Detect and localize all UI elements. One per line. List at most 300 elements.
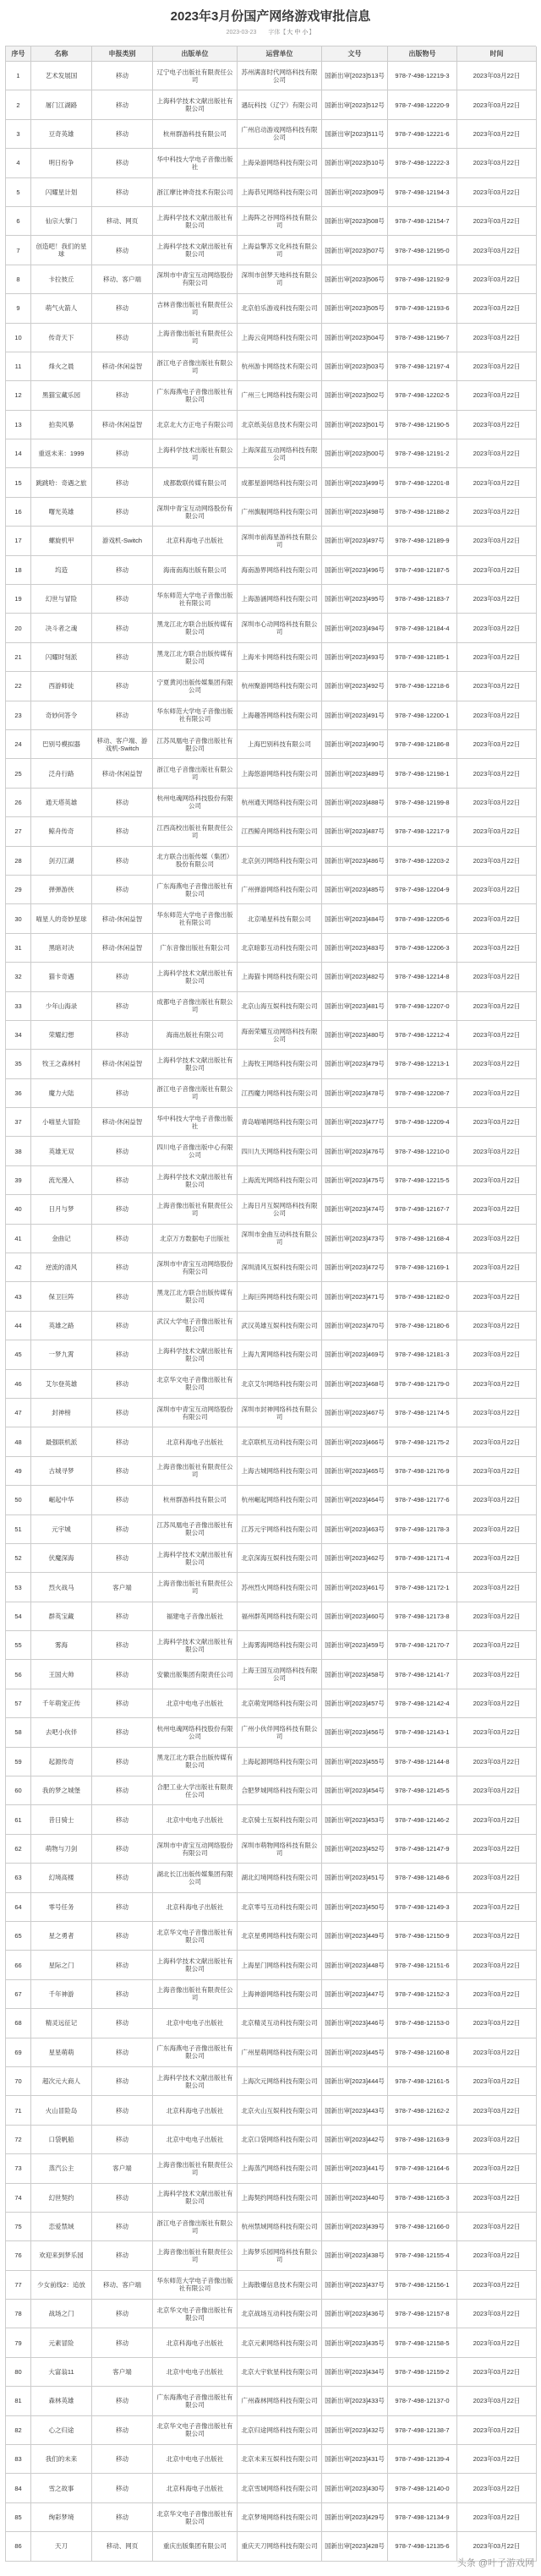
cell-approval-number: 国新出审[2023]431号 xyxy=(322,2445,388,2474)
cell-approval-number: 国新出审[2023]506号 xyxy=(322,265,388,294)
cell-operator: 广州弹游网络科技有限公司 xyxy=(238,876,322,904)
cell-game-name: 闪耀时刻派 xyxy=(31,643,92,672)
cell-index: 53 xyxy=(6,1573,31,1602)
cell-publisher: 黑龙江北方联合出版传媒有限公司 xyxy=(153,643,238,672)
cell-isbn: 978-7-498-12180-6 xyxy=(388,1312,457,1340)
cell-operator: 上海恭兄网络科技有限公司 xyxy=(238,178,322,207)
cell-operator: 广州森林网络科技有限公司 xyxy=(238,2387,322,2415)
cell-approval-number: 国新出审[2023]452号 xyxy=(322,1835,388,1864)
cell-operator: 北京元素网络科技有限公司 xyxy=(238,2328,322,2357)
cell-approval-number: 国新出审[2023]467号 xyxy=(322,1399,388,1427)
cell-category: 移动 xyxy=(92,2445,153,2474)
cell-index: 37 xyxy=(6,1108,31,1137)
cell-category: 移动-休闲益智 xyxy=(92,904,153,933)
header-game-name: 名称 xyxy=(31,46,92,62)
cell-date: 2023年03月22日 xyxy=(457,1864,537,1892)
cell-index: 16 xyxy=(6,498,31,527)
cell-operator: 海南游界网络科技有限公司 xyxy=(238,556,322,585)
cell-operator: 杭州崛起网络科技有限公司 xyxy=(238,1486,322,1514)
cell-operator: 广州小伙伴网络科技有限公司 xyxy=(238,1718,322,1747)
cell-index: 34 xyxy=(6,1021,31,1050)
cell-publisher: 北方联合出版传媒（集团）股份有限公司 xyxy=(153,847,238,876)
cell-operator: 上海巴别科技有限公司 xyxy=(238,730,322,759)
cell-publisher: 广东海燕电子音像出版社有限公司 xyxy=(153,876,238,904)
cell-isbn: 978-7-498-12184-4 xyxy=(388,614,457,642)
cell-game-name: 最强联机派 xyxy=(31,1427,92,1456)
cell-isbn: 978-7-498-12185-1 xyxy=(388,643,457,672)
cell-index: 63 xyxy=(6,1864,31,1892)
cell-index: 55 xyxy=(6,1631,31,1660)
cell-approval-number: 国新出审[2023]436号 xyxy=(322,2300,388,2328)
cell-publisher: 北京科海电子出版社 xyxy=(153,527,238,555)
cell-operator: 上海雾海网络科技有限公司 xyxy=(238,1631,322,1660)
cell-index: 22 xyxy=(6,672,31,701)
cell-game-name: 黑暗对决 xyxy=(31,934,92,963)
cell-approval-number: 国新出审[2023]491号 xyxy=(322,701,388,730)
cell-category: 移动 xyxy=(92,2126,153,2154)
cell-game-name: 千年萌宠正传 xyxy=(31,1689,92,1718)
cell-operator: 重庆天刀网络科技有限公司 xyxy=(238,2532,322,2561)
cell-isbn: 978-7-498-12195-0 xyxy=(388,236,457,265)
table-row xyxy=(6,2184,536,2213)
cell-isbn: 978-7-498-12196-7 xyxy=(388,324,457,352)
cell-operator: 北京未来互娱科技有限公司 xyxy=(238,2445,322,2474)
cell-game-name: 闪耀星计划 xyxy=(31,178,92,207)
cell-approval-number: 国新出审[2023]439号 xyxy=(322,2213,388,2241)
cell-game-name: 我们的未来 xyxy=(31,2445,92,2474)
cell-isbn: 978-7-498-12220-9 xyxy=(388,90,457,119)
cell-approval-number: 国新出审[2023]461号 xyxy=(322,1573,388,1602)
cell-category: 移动、网页 xyxy=(92,2532,153,2561)
cell-isbn: 978-7-498-12177-6 xyxy=(388,1486,457,1514)
cell-operator: 上海九霄网络科技有限公司 xyxy=(238,1340,322,1369)
cell-index: 32 xyxy=(6,963,31,991)
cell-date: 2023年03月22日 xyxy=(457,934,537,963)
cell-date: 2023年03月22日 xyxy=(457,1980,537,2009)
cell-isbn: 978-7-498-12147-9 xyxy=(388,1835,457,1864)
cell-game-name: 烽火之晨 xyxy=(31,352,92,381)
cell-approval-number: 国新出审[2023]451号 xyxy=(322,1864,388,1892)
cell-publisher: 北京科海电子出版社 xyxy=(153,1427,238,1456)
font-size-large-link[interactable]: 大 xyxy=(287,30,293,35)
cell-operator: 上海王国互动网络科技有限公司 xyxy=(238,1660,322,1689)
cell-category: 移动、客户端、游戏机-Switch xyxy=(92,730,153,759)
cell-index: 62 xyxy=(6,1835,31,1864)
table-row xyxy=(6,1486,536,1514)
table-row xyxy=(6,904,536,933)
cell-approval-number: 国新出审[2023]485号 xyxy=(322,876,388,904)
table-row xyxy=(6,1951,536,1979)
cell-game-name: 元宇城 xyxy=(31,1515,92,1544)
table-row xyxy=(6,352,536,381)
cell-game-name: 豆奇英雄 xyxy=(31,120,92,149)
cell-isbn: 978-7-498-12219-3 xyxy=(388,62,457,90)
cell-isbn: 978-7-498-12209-4 xyxy=(388,1108,457,1137)
cell-category: 移动 xyxy=(92,1370,153,1399)
table-row xyxy=(6,2067,536,2096)
cell-approval-number: 国新出审[2023]478号 xyxy=(322,1079,388,1108)
cell-approval-number: 国新出审[2023]483号 xyxy=(322,934,388,963)
cell-publisher: 北京中电电子出版社 xyxy=(153,2358,238,2387)
cell-isbn: 978-7-498-12221-6 xyxy=(388,120,457,149)
cell-approval-number: 国新出审[2023]509号 xyxy=(322,178,388,207)
table-row xyxy=(6,265,536,294)
table-row xyxy=(6,2474,536,2502)
cell-publisher: 杭州电魂网络科技股份有限公司 xyxy=(153,789,238,817)
cell-approval-number: 国新出审[2023]510号 xyxy=(322,149,388,177)
cell-date: 2023年03月22日 xyxy=(457,2184,537,2213)
cell-index: 13 xyxy=(6,411,31,439)
cell-isbn: 978-7-498-12198-1 xyxy=(388,759,457,788)
cell-category: 移动 xyxy=(92,2300,153,2328)
cell-publisher: 上海科学技术文献出版社有限公司 xyxy=(153,1631,238,1660)
cell-category: 移动 xyxy=(92,1166,153,1195)
table-row xyxy=(6,1137,536,1165)
cell-approval-number: 国新出审[2023]450号 xyxy=(322,1893,388,1922)
cell-operator: 北京火山互娱科技有限公司 xyxy=(238,2096,322,2125)
cell-operator: 北京归途网络科技有限公司 xyxy=(238,2416,322,2445)
cell-index: 2 xyxy=(6,90,31,119)
cell-publisher: 深圳市中青宝互动网络股份有限公司 xyxy=(153,265,238,294)
cell-approval-number: 国新出审[2023]502号 xyxy=(322,381,388,410)
article-meta xyxy=(0,29,541,37)
cell-category: 移动 xyxy=(92,381,153,410)
cell-category: 移动 xyxy=(92,1689,153,1718)
cell-publisher: 上海音像出版社有限责任公司 xyxy=(153,1457,238,1486)
cell-isbn: 978-7-498-12189-9 xyxy=(388,527,457,555)
cell-publisher: 上海科学技术文献出版社有限公司 xyxy=(153,1050,238,1078)
cell-category: 游戏机-Switch xyxy=(92,527,153,555)
cell-date: 2023年03月22日 xyxy=(457,585,537,614)
cell-game-name: 星之勇者 xyxy=(31,1922,92,1951)
cell-game-name: 欢迎来到梦乐园 xyxy=(31,2241,92,2270)
cell-publisher: 重庆出版集团有限公司 xyxy=(153,2532,238,2561)
table-row xyxy=(6,527,536,555)
cell-isbn: 978-7-498-12210-0 xyxy=(388,1137,457,1165)
cell-category: 移动 xyxy=(92,1544,153,1573)
cell-publisher: 华中科技大学电子音像出版社 xyxy=(153,1108,238,1137)
cell-approval-number: 国新出审[2023]459号 xyxy=(322,1631,388,1660)
table-row xyxy=(6,963,536,991)
cell-date: 2023年03月22日 xyxy=(457,2328,537,2357)
table-row xyxy=(6,992,536,1021)
cell-game-name: 雪之故事 xyxy=(31,2474,92,2502)
cell-game-name: 流光漫入 xyxy=(31,1166,92,1195)
cell-game-name: 星星萌萌 xyxy=(31,2038,92,2067)
cell-game-name: 通天塔英雄 xyxy=(31,789,92,817)
cell-approval-number: 国新出审[2023]513号 xyxy=(322,62,388,90)
cell-publisher: 广东海燕电子音像出版社有限公司 xyxy=(153,2387,238,2415)
cell-index: 73 xyxy=(6,2154,31,2183)
cell-game-name: 萌物与刀剑 xyxy=(31,1835,92,1864)
cell-date: 2023年03月22日 xyxy=(457,1631,537,1660)
cell-approval-number: 国新出审[2023]512号 xyxy=(322,90,388,119)
cell-date: 2023年03月22日 xyxy=(457,2271,537,2300)
cell-date: 2023年03月22日 xyxy=(457,992,537,1021)
cell-isbn: 978-7-498-12148-6 xyxy=(388,1864,457,1892)
cell-game-name: 烈火战马 xyxy=(31,1573,92,1602)
cell-date: 2023年03月22日 xyxy=(457,2154,537,2183)
cell-isbn: 978-7-498-12168-4 xyxy=(388,1225,457,1253)
cell-publisher: 吉林音像出版社有限责任公司 xyxy=(153,294,238,323)
cell-date: 2023年03月22日 xyxy=(457,2300,537,2328)
cell-operator: 北京零号互动科技有限公司 xyxy=(238,1893,322,1922)
cell-category: 移动 xyxy=(92,1776,153,1805)
cell-category: 移动 xyxy=(92,1225,153,1253)
table-row xyxy=(6,1805,536,1834)
cell-category: 移动 xyxy=(92,2009,153,2038)
table-row xyxy=(6,2154,536,2183)
cell-category: 移动 xyxy=(92,1864,153,1892)
table-row xyxy=(6,2445,536,2474)
cell-index: 69 xyxy=(6,2038,31,2067)
cell-index: 38 xyxy=(6,1137,31,1165)
cell-game-name: 艺术发展国 xyxy=(31,62,92,90)
cell-publisher: 上海音像出版社有限责任公司 xyxy=(153,2154,238,2183)
cell-approval-number: 国新出审[2023]473号 xyxy=(322,1225,388,1253)
table-row xyxy=(6,1864,536,1892)
cell-category: 移动 xyxy=(92,556,153,585)
cell-publisher: 北京华文电子音像出版社有限公司 xyxy=(153,1922,238,1951)
cell-date: 2023年03月22日 xyxy=(457,1399,537,1427)
approval-table xyxy=(5,46,536,2562)
cell-date: 2023年03月22日 xyxy=(457,468,537,497)
cell-operator: 合肥梦城网络科技有限公司 xyxy=(238,1776,322,1805)
cell-isbn: 978-7-498-12212-4 xyxy=(388,1021,457,1050)
cell-category: 移动 xyxy=(92,1602,153,1631)
cell-approval-number: 国新出审[2023]437号 xyxy=(322,2271,388,2300)
cell-game-name: 千年神游 xyxy=(31,1980,92,2009)
cell-date: 2023年03月22日 xyxy=(457,1457,537,1486)
cell-index: 57 xyxy=(6,1689,31,1718)
cell-publisher: 江西高校出版社有限责任公司 xyxy=(153,817,238,846)
table-row xyxy=(6,2038,536,2067)
cell-publisher: 上海科学技术文献出版社有限公司 xyxy=(153,1340,238,1369)
cell-approval-number: 国新出审[2023]453号 xyxy=(322,1805,388,1834)
cell-approval-number: 国新出审[2023]469号 xyxy=(322,1340,388,1369)
cell-date: 2023年03月22日 xyxy=(457,2474,537,2502)
cell-game-name: 古城寻梦 xyxy=(31,1457,92,1486)
table-row xyxy=(6,817,536,846)
cell-operator: 上海日月互娱网络科技有限公司 xyxy=(238,1195,322,1224)
cell-approval-number: 国新出审[2023]477号 xyxy=(322,1108,388,1137)
table-row xyxy=(6,2416,536,2445)
cell-game-name: 黑猫宝藏乐园 xyxy=(31,381,92,410)
cell-index: 12 xyxy=(6,381,31,410)
cell-game-name: 起源传奇 xyxy=(31,1748,92,1776)
cell-operator: 北京山海互娱科技有限公司 xyxy=(238,992,322,1021)
cell-approval-number: 国新出审[2023]440号 xyxy=(322,2184,388,2213)
cell-game-name: 剑刃江湖 xyxy=(31,847,92,876)
cell-category: 移动 xyxy=(92,614,153,642)
cell-operator: 上海牧王网络科技有限公司 xyxy=(238,1050,322,1078)
header-index: 序号 xyxy=(6,46,31,62)
cell-date: 2023年03月22日 xyxy=(457,1166,537,1195)
cell-date: 2023年03月22日 xyxy=(457,1805,537,1834)
cell-operator: 深圳市创梦天地科技有限公司 xyxy=(238,265,322,294)
cell-isbn: 978-7-498-12155-4 xyxy=(388,2241,457,2270)
font-size-medium-link[interactable]: 中 xyxy=(294,30,301,35)
font-size-small-link[interactable]: 小 xyxy=(302,30,309,35)
cell-category: 移动 xyxy=(92,643,153,672)
cell-game-name: 坞造 xyxy=(31,556,92,585)
cell-index: 10 xyxy=(6,324,31,352)
cell-index: 59 xyxy=(6,1748,31,1776)
cell-publisher: 上海科学技术文献出版社有限公司 xyxy=(153,2067,238,2096)
cell-isbn: 978-7-498-12208-7 xyxy=(388,1079,457,1108)
cell-index: 47 xyxy=(6,1399,31,1427)
table-row xyxy=(6,1660,536,1689)
cell-publisher: 安徽出版集团有限责任公司 xyxy=(153,1660,238,1689)
table-row xyxy=(6,672,536,701)
cell-operator: 上海云竞网络科技有限公司 xyxy=(238,324,322,352)
cell-game-name: 牧王之森林村 xyxy=(31,1050,92,1078)
cell-category: 移动、客户端 xyxy=(92,265,153,294)
cell-date: 2023年03月22日 xyxy=(457,1951,537,1979)
cell-operator: 北京精灵互动科技有限公司 xyxy=(238,2009,322,2038)
cell-operator: 遇玩科技（辽宁）有限公司 xyxy=(238,90,322,119)
table-header-row xyxy=(6,46,536,62)
cell-isbn: 978-7-498-12205-6 xyxy=(388,904,457,933)
table-row xyxy=(6,1718,536,1747)
cell-publisher: 上海科学技术出版社有限公司 xyxy=(153,439,238,468)
cell-publisher: 成都电子音像出版社有限公司 xyxy=(153,992,238,1021)
cell-game-name: 天刀 xyxy=(31,2532,92,2561)
cell-publisher: 北京科海电子出版社 xyxy=(153,2096,238,2125)
cell-date: 2023年03月22日 xyxy=(457,2009,537,2038)
cell-isbn: 978-7-498-12164-6 xyxy=(388,2154,457,2183)
cell-date: 2023年03月22日 xyxy=(457,1660,537,1689)
cell-operator: 上海古城网络科技有限公司 xyxy=(238,1457,322,1486)
cell-approval-number: 国新出审[2023]449号 xyxy=(322,1922,388,1951)
cell-isbn: 978-7-498-12137-0 xyxy=(388,2387,457,2415)
cell-publisher: 浙江电子音像出版社有限公司 xyxy=(153,352,238,381)
table-row xyxy=(6,1079,536,1108)
cell-date: 2023年03月22日 xyxy=(457,1225,537,1253)
cell-category: 移动 xyxy=(92,817,153,846)
cell-approval-number: 国新出审[2023]501号 xyxy=(322,411,388,439)
cell-date: 2023年03月22日 xyxy=(457,1312,537,1340)
cell-isbn: 978-7-498-12178-3 xyxy=(388,1515,457,1544)
cell-date: 2023年03月22日 xyxy=(457,2213,537,2241)
cell-category: 移动 xyxy=(92,2213,153,2241)
table-row xyxy=(6,1166,536,1195)
table-row xyxy=(6,1689,536,1718)
cell-category: 移动 xyxy=(92,1282,153,1311)
table-row xyxy=(6,614,536,642)
cell-publisher: 海南南海出版有限公司 xyxy=(153,556,238,585)
table-row xyxy=(6,236,536,265)
cell-game-name: 昔日骑士 xyxy=(31,1805,92,1834)
cell-date: 2023年03月22日 xyxy=(457,90,537,119)
cell-game-name: 少年山海录 xyxy=(31,992,92,1021)
cell-date: 2023年03月22日 xyxy=(457,1573,537,1602)
cell-game-name: 崛起中华 xyxy=(31,1486,92,1514)
cell-date: 2023年03月22日 xyxy=(457,1776,537,1805)
cell-operator: 上海起源网络科技有限公司 xyxy=(238,1748,322,1776)
cell-category: 移动 xyxy=(92,1079,153,1108)
cell-isbn: 978-7-498-12181-3 xyxy=(388,1340,457,1369)
cell-isbn: 978-7-498-12183-7 xyxy=(388,585,457,614)
cell-game-name: 星际之门 xyxy=(31,1951,92,1979)
cell-isbn: 978-7-498-12179-0 xyxy=(388,1370,457,1399)
cell-category: 移动 xyxy=(92,1631,153,1660)
table-row xyxy=(6,381,536,410)
cell-approval-number: 国新出审[2023]460号 xyxy=(322,1602,388,1631)
cell-operator: 上海益擎苏文化科技有限公司 xyxy=(238,236,322,265)
cell-publisher: 北京华文电子音像出版社有限公司 xyxy=(153,2503,238,2532)
table-row xyxy=(6,2300,536,2328)
cell-index: 36 xyxy=(6,1079,31,1108)
cell-game-name: 跳跳哈：奇遇之旅 xyxy=(31,468,92,497)
cell-isbn: 978-7-498-12143-1 xyxy=(388,1718,457,1747)
table-row xyxy=(6,2241,536,2270)
cell-isbn: 978-7-498-12167-7 xyxy=(388,1195,457,1224)
cell-game-name: 传奇天下 xyxy=(31,324,92,352)
cell-operator: 北京纸美信息技术有限公司 xyxy=(238,411,322,439)
cell-date: 2023年03月22日 xyxy=(457,1515,537,1544)
cell-approval-number: 国新出审[2023]428号 xyxy=(322,2532,388,2561)
cell-operator: 湖北幻境网络科技有限公司 xyxy=(238,1864,322,1892)
table-row xyxy=(6,439,536,468)
cell-isbn: 978-7-498-12200-1 xyxy=(388,701,457,730)
cell-operator: 苏州满喜时代网络科技有限公司 xyxy=(238,62,322,90)
cell-isbn: 978-7-498-12187-5 xyxy=(388,556,457,585)
cell-category: 移动 xyxy=(92,992,153,1021)
cell-operator: 上海米卡网络科技有限公司 xyxy=(238,643,322,672)
cell-approval-number: 国新出审[2023]454号 xyxy=(322,1776,388,1805)
cell-date: 2023年03月22日 xyxy=(457,2532,537,2561)
cell-approval-number: 国新出审[2023]455号 xyxy=(322,1748,388,1776)
cell-game-name: 弹弹游侠 xyxy=(31,876,92,904)
cell-approval-number: 国新出审[2023]464号 xyxy=(322,1486,388,1514)
cell-isbn: 978-7-498-12162-2 xyxy=(388,2096,457,2125)
cell-approval-number: 国新出审[2023]498号 xyxy=(322,498,388,527)
table-row xyxy=(6,1631,536,1660)
cell-category: 移动 xyxy=(92,1922,153,1951)
cell-category: 移动 xyxy=(92,2184,153,2213)
cell-operator: 深圳市金曲互动科技有限公司 xyxy=(238,1225,322,1253)
cell-publisher: 华中科技大学电子音像出版社 xyxy=(153,149,238,177)
table-row xyxy=(6,1021,536,1050)
cell-operator: 成都星游网络科技有限公司 xyxy=(238,468,322,497)
table-row xyxy=(6,585,536,614)
cell-date: 2023年03月22日 xyxy=(457,439,537,468)
cell-game-name: 仙宗大掌门 xyxy=(31,207,92,236)
cell-date: 2023年03月22日 xyxy=(457,1893,537,1922)
cell-operator: 深圳市萌物网络科技有限公司 xyxy=(238,1835,322,1864)
cell-approval-number: 国新出审[2023]479号 xyxy=(322,1050,388,1078)
cell-game-name: 保卫巨阵 xyxy=(31,1282,92,1311)
cell-publisher: 浙江电子音像出版社有限公司 xyxy=(153,2213,238,2241)
cell-operator: 上海朵游网络科技有限公司 xyxy=(238,149,322,177)
table-row xyxy=(6,90,536,119)
cell-publisher: 北京万方数据电子出版社 xyxy=(153,1225,238,1253)
cell-approval-number: 国新出审[2023]481号 xyxy=(322,992,388,1021)
cell-operator: 深圳清风互娱科技有限公司 xyxy=(238,1253,322,1282)
cell-operator: 上海游涵网络科技有限公司 xyxy=(238,585,322,614)
table-row xyxy=(6,207,536,236)
cell-operator: 北京萌宠网络科技有限公司 xyxy=(238,1689,322,1718)
cell-approval-number: 国新出审[2023]507号 xyxy=(322,236,388,265)
cell-index: 17 xyxy=(6,527,31,555)
cell-approval-number: 国新出审[2023]504号 xyxy=(322,324,388,352)
cell-operator: 北京伯乐游戏科技有限公司 xyxy=(238,294,322,323)
cell-publisher: 华东师范大学电子音像出版社有限公司 xyxy=(153,585,238,614)
cell-date: 2023年03月22日 xyxy=(457,120,537,149)
table-row xyxy=(6,324,536,352)
cell-index: 19 xyxy=(6,585,31,614)
